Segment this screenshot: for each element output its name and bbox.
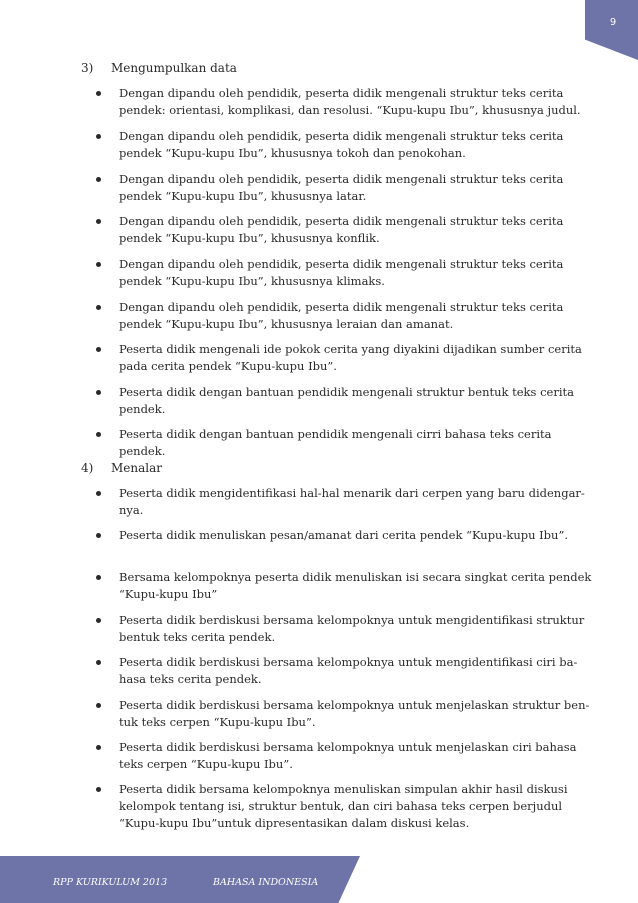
list-item-line: nya. xyxy=(119,503,144,517)
section-heading xyxy=(81,460,162,477)
list-item-line: pendek: orientasi, komplikasi, dan resolusi. “Kupu-kupu Ibu”, khususnya judul. xyxy=(119,103,581,117)
list-item-line: Peserta didik dengan bantuan pendidik mengenali struktur bentuk teks cerita xyxy=(119,385,574,399)
list-item-line: Dengan dipandu oleh pendidik, peserta didik mengenali struktur teks cerita xyxy=(119,214,564,228)
list-item-line: pendek. xyxy=(119,444,166,458)
bullet-icon xyxy=(96,533,101,538)
footer-subject: BAHASA INDONESIA xyxy=(213,877,319,888)
list-item-line: “Kupu-kupu Ibu” xyxy=(119,587,218,601)
bullet-icon xyxy=(96,262,101,267)
section-title: Mengumpulkan data xyxy=(111,61,237,75)
list-item-line: pendek. xyxy=(119,402,166,416)
list-item-line: Peserta didik menuliskan pesan/amanat dari cerita pendek “Kupu-kupu Ibu”. xyxy=(119,528,568,542)
list-item-line: Peserta didik berdiskusi bersama kelompoknya untuk mengidentifikasi ciri ba- xyxy=(119,655,578,669)
bullet-icon xyxy=(96,745,101,750)
list-item-line: bentuk teks cerita pendek. xyxy=(119,630,276,644)
list-item-line: Dengan dipandu oleh pendidik, peserta didik mengenali struktur teks cerita xyxy=(119,257,564,271)
list-item-line: Dengan dipandu oleh pendidik, peserta didik mengenali struktur teks cerita xyxy=(119,129,564,143)
bullet-icon xyxy=(96,703,101,708)
bullet-icon xyxy=(96,491,101,496)
list-item-line: kelompok tentang isi, struktur bentuk, dan ciri bahasa teks cerpen berjudul xyxy=(119,799,563,813)
section-title: Menalar xyxy=(111,461,162,475)
section-number: 4) xyxy=(81,461,94,475)
section-number: 3) xyxy=(81,61,94,75)
list-item-line: pendek “Kupu-kupu Ibu”, khususnya tokoh dan penokohan. xyxy=(119,146,466,160)
bullet-icon xyxy=(96,575,101,580)
list-item-line: Dengan dipandu oleh pendidik, peserta didik mengenali struktur teks cerita xyxy=(119,172,564,186)
list-item-line: Peserta didik berdiskusi bersama kelompoknya untuk mengidentifikasi struktur xyxy=(119,613,585,627)
bullet-icon xyxy=(96,91,101,96)
list-item-line: Peserta didik mengenali ide pokok cerita yang diyakini dijadikan sumber cerita xyxy=(119,342,582,356)
page-corner-tab xyxy=(585,0,638,60)
list-item-line: “Kupu-kupu Ibu”untuk dipresentasikan dalam diskusi kelas. xyxy=(119,816,470,830)
page-number: 9 xyxy=(609,17,617,28)
list-item-line: Peserta didik mengidentifikasi hal-hal menarik dari cerpen yang baru didengar- xyxy=(119,486,585,500)
bullet-icon xyxy=(96,390,101,395)
list-item-line: Peserta didik berdiskusi bersama kelompoknya untuk menjelaskan ciri bahasa xyxy=(119,740,577,754)
bullet-icon xyxy=(96,177,101,182)
bullet-icon xyxy=(96,618,101,623)
list-item-line: pendek “Kupu-kupu Ibu”, khususnya latar. xyxy=(119,189,367,203)
list-item-line: pendek “Kupu-kupu Ibu”, khususnya konflik. xyxy=(119,231,380,245)
list-item-line: pendek “Kupu-kupu Ibu”, khususnya leraian dan amanat. xyxy=(119,317,454,331)
bullet-icon xyxy=(96,219,101,224)
bullet-icon xyxy=(96,305,101,310)
list-item-line: Dengan dipandu oleh pendidik, peserta didik mengenali struktur teks cerita xyxy=(119,86,564,100)
list-item-line: pendek “Kupu-kupu Ibu”, khususnya klimaks. xyxy=(119,274,385,288)
list-item-line: Dengan dipandu oleh pendidik, peserta didik mengenali struktur teks cerita xyxy=(119,300,564,314)
footer-document-title: RPP KURIKULUM 2013 xyxy=(53,877,168,888)
bullet-icon xyxy=(96,787,101,792)
list-item-line: hasa teks cerita pendek. xyxy=(119,672,262,686)
bullet-icon xyxy=(96,134,101,139)
list-item-line: teks cerpen “Kupu-kupu Ibu”. xyxy=(119,757,293,771)
list-item-line: tuk teks cerpen “Kupu-kupu Ibu”. xyxy=(119,715,316,729)
bullet-icon xyxy=(96,347,101,352)
list-item-line: Peserta didik bersama kelompoknya menuliskan simpulan akhir hasil diskusi xyxy=(119,782,568,796)
bullet-icon xyxy=(96,660,101,665)
list-item-line: Peserta didik berdiskusi bersama kelompoknya untuk menjelaskan struktur ben- xyxy=(119,698,590,712)
list-item-line: Peserta didik dengan bantuan pendidik mengenali cirri bahasa teks cerita xyxy=(119,427,552,441)
list-item-line: pada cerita pendek “Kupu-kupu Ibu”. xyxy=(119,359,337,373)
list-item-line: Bersama kelompoknya peserta didik menuliskan isi secara singkat cerita pendek xyxy=(119,570,592,584)
section-heading xyxy=(81,60,237,77)
bullet-icon xyxy=(96,432,101,437)
